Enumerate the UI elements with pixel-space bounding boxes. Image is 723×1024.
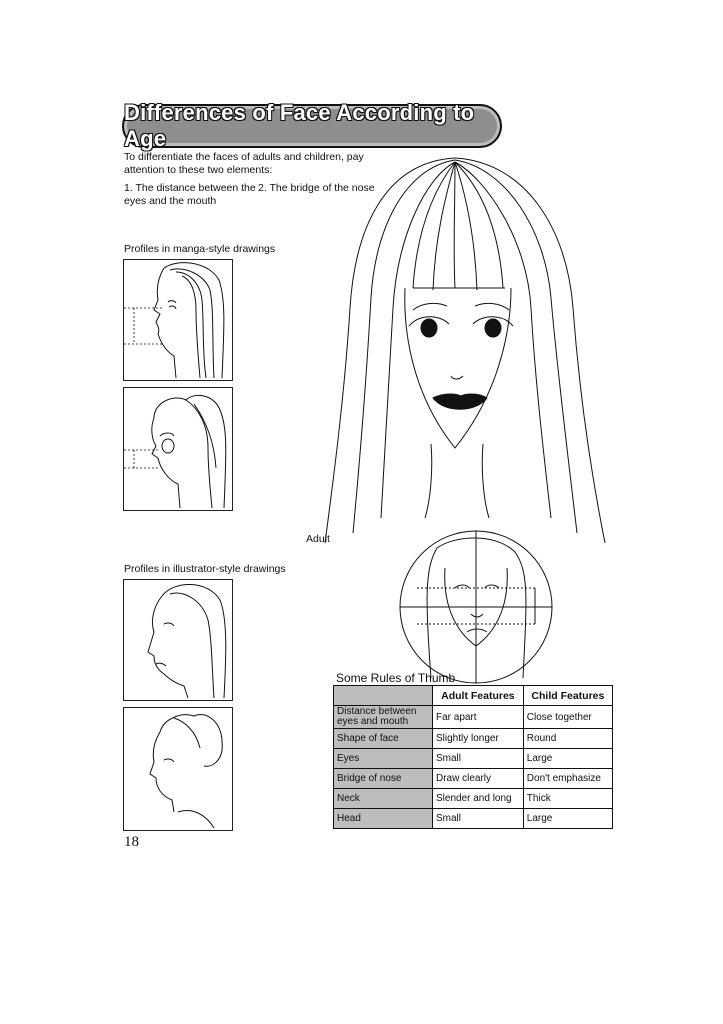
- row-label: Neck: [334, 789, 433, 809]
- row-label: Shape of face: [334, 729, 433, 749]
- adult-cell: Slightly longer: [433, 729, 524, 749]
- page-title: Differences of Face According to Age: [124, 100, 475, 151]
- row-label: Eyes: [334, 749, 433, 769]
- adult-cell: Far apart: [433, 706, 524, 729]
- manga-child-profile-drawing: [124, 388, 232, 510]
- row-label: Distance between eyes and mouth: [334, 706, 433, 729]
- manga-adult-profile-drawing: [124, 260, 232, 380]
- adult-cell: Draw clearly: [433, 769, 524, 789]
- element-one: 1. The distance between the eyes and the mouth: [124, 182, 256, 207]
- table-row: [334, 706, 613, 729]
- row-label: Head: [334, 809, 433, 829]
- illustrator-section-label: Profiles in illustrator-style drawings: [124, 563, 286, 575]
- child-cell: Round: [523, 729, 612, 749]
- manga-adult-profile: [123, 259, 233, 381]
- table-header-adult: Adult Features: [433, 686, 524, 706]
- manga-section-label: Profiles in manga-style drawings: [124, 243, 276, 255]
- child-cell: Don't emphasize: [523, 769, 612, 789]
- adult-cell: Slender and long: [433, 789, 524, 809]
- table-row: [334, 769, 613, 789]
- adult-cell: Small: [433, 809, 524, 829]
- adult-face-drawing: [305, 148, 615, 548]
- illustrator-adult-profile-drawing: [124, 580, 232, 700]
- table-row: [334, 729, 613, 749]
- table-row: [334, 789, 613, 809]
- adult-label: Adult: [306, 533, 330, 545]
- table-row: [334, 749, 613, 769]
- child-cell: Thick: [523, 789, 612, 809]
- intro-text: To differentiate the faces of adults and children, pay attention to these two elements:: [124, 151, 364, 176]
- rules-table: [333, 685, 613, 829]
- page-number: 18: [124, 834, 139, 850]
- illustrator-adult-profile: [123, 579, 233, 701]
- table-header-child: Child Features: [523, 686, 612, 706]
- adult-cell: Small: [433, 749, 524, 769]
- row-label: Bridge of nose: [334, 769, 433, 789]
- illustrator-child-profile-drawing: [124, 708, 232, 830]
- manga-child-profile: [123, 387, 233, 511]
- child-cell: Close together: [523, 706, 612, 729]
- child-cell: Large: [523, 809, 612, 829]
- title-banner: [122, 100, 502, 151]
- illustrator-child-profile: [123, 707, 233, 831]
- adult-face-illustration: [305, 148, 615, 548]
- child-cell: Large: [523, 749, 612, 769]
- element-two: 2. The bridge of the nose: [258, 182, 375, 194]
- table-row: [334, 809, 613, 829]
- proportion-circle-diagram: [397, 528, 555, 686]
- rules-title: Some Rules of Thumb: [336, 671, 456, 685]
- table-header-blank: [334, 686, 433, 706]
- proportion-circle-drawing: [397, 528, 555, 686]
- table-header-row: [334, 686, 613, 706]
